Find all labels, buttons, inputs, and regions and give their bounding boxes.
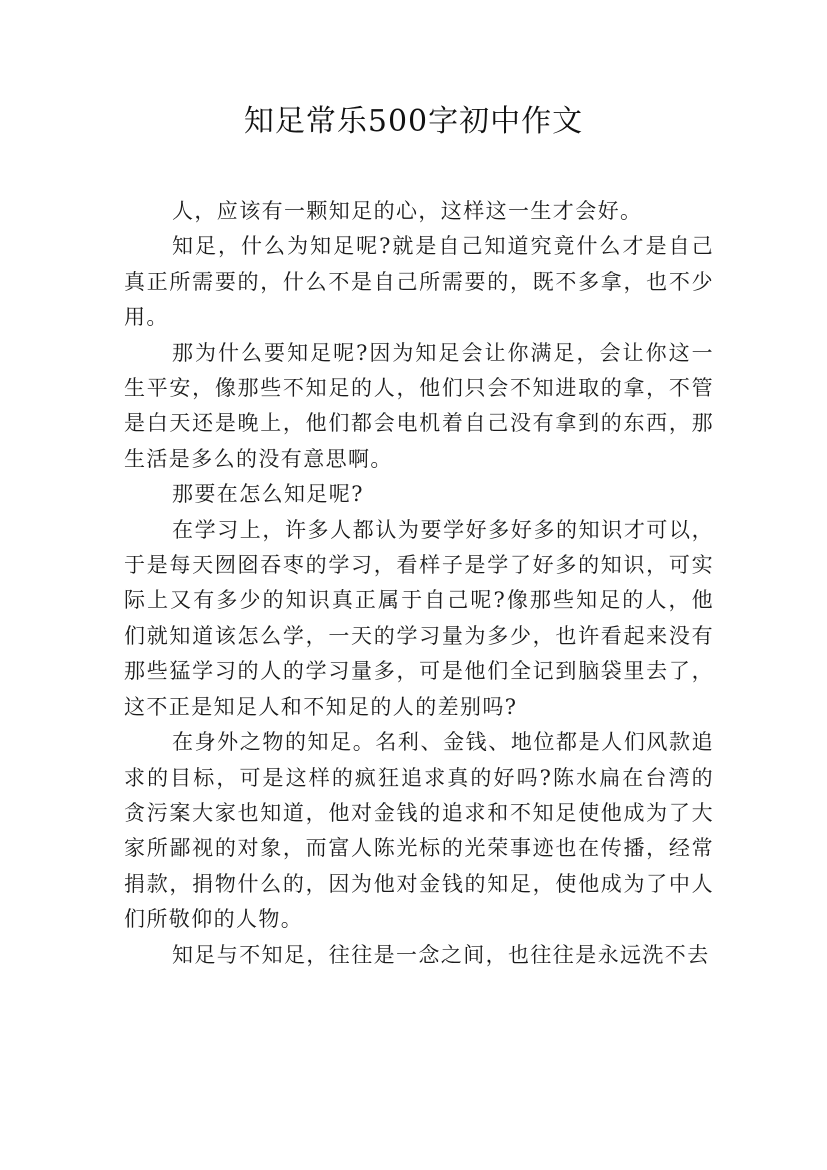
document-title: 知足常乐500字初中作文 <box>243 104 584 139</box>
paragraph: 那为什么要知足呢?因为知足会让你满足，会让你这一生平安，像那些不知足的人，他们只会不知进取的拿，不管是白天还是晚上，他们都会电机着自己没有拿到的东西，那生活是多么的没有意思啊。 <box>124 340 714 471</box>
paragraph: 人，应该有一颗知足的心，这样这一生才会好。 <box>172 199 643 223</box>
paragraph: 那要在怎么知足呢? <box>172 482 364 507</box>
document-body <box>124 194 714 973</box>
paragraph: 在身外之物的知足。名利、金钱、地位都是人们风款追求的目标，可是这样的疯狂追求真的好吗?陈水扁在台湾的贪污案大家也知道，他对金钱的追求和不知足使他成为了大家所鄙视的对象，而富人陈光标的光荣事迹也在传播，经常捐款，捐物什么的，因为他对金钱的知足，使他成为了中人们所敬仰的人物。 <box>124 730 714 932</box>
paragraph: 知足与不知足，往往是一念之间，也往往是永远洗不去 <box>172 942 710 967</box>
paragraph: 知足，什么为知足呢?就是自己知道究竟什么才是自己真正所需要的，什么不是自己所需要的，既不多拿，也不少用。 <box>124 234 714 330</box>
paragraph: 在学习上，许多人都认为要学好多好多的知识才可以，于是每天囫囵吞枣的学习，看样子是学了好多的知识，可实际上又有多少的知识真正属于自己呢?像那些知足的人，他们就知道该怎么学，一天的学习量为多少，也许看起来没有那些猛学习的人的学习量多，可是他们全记到脑袋里去了，这不正是知足人和不知足的人的差别吗? <box>124 517 714 719</box>
